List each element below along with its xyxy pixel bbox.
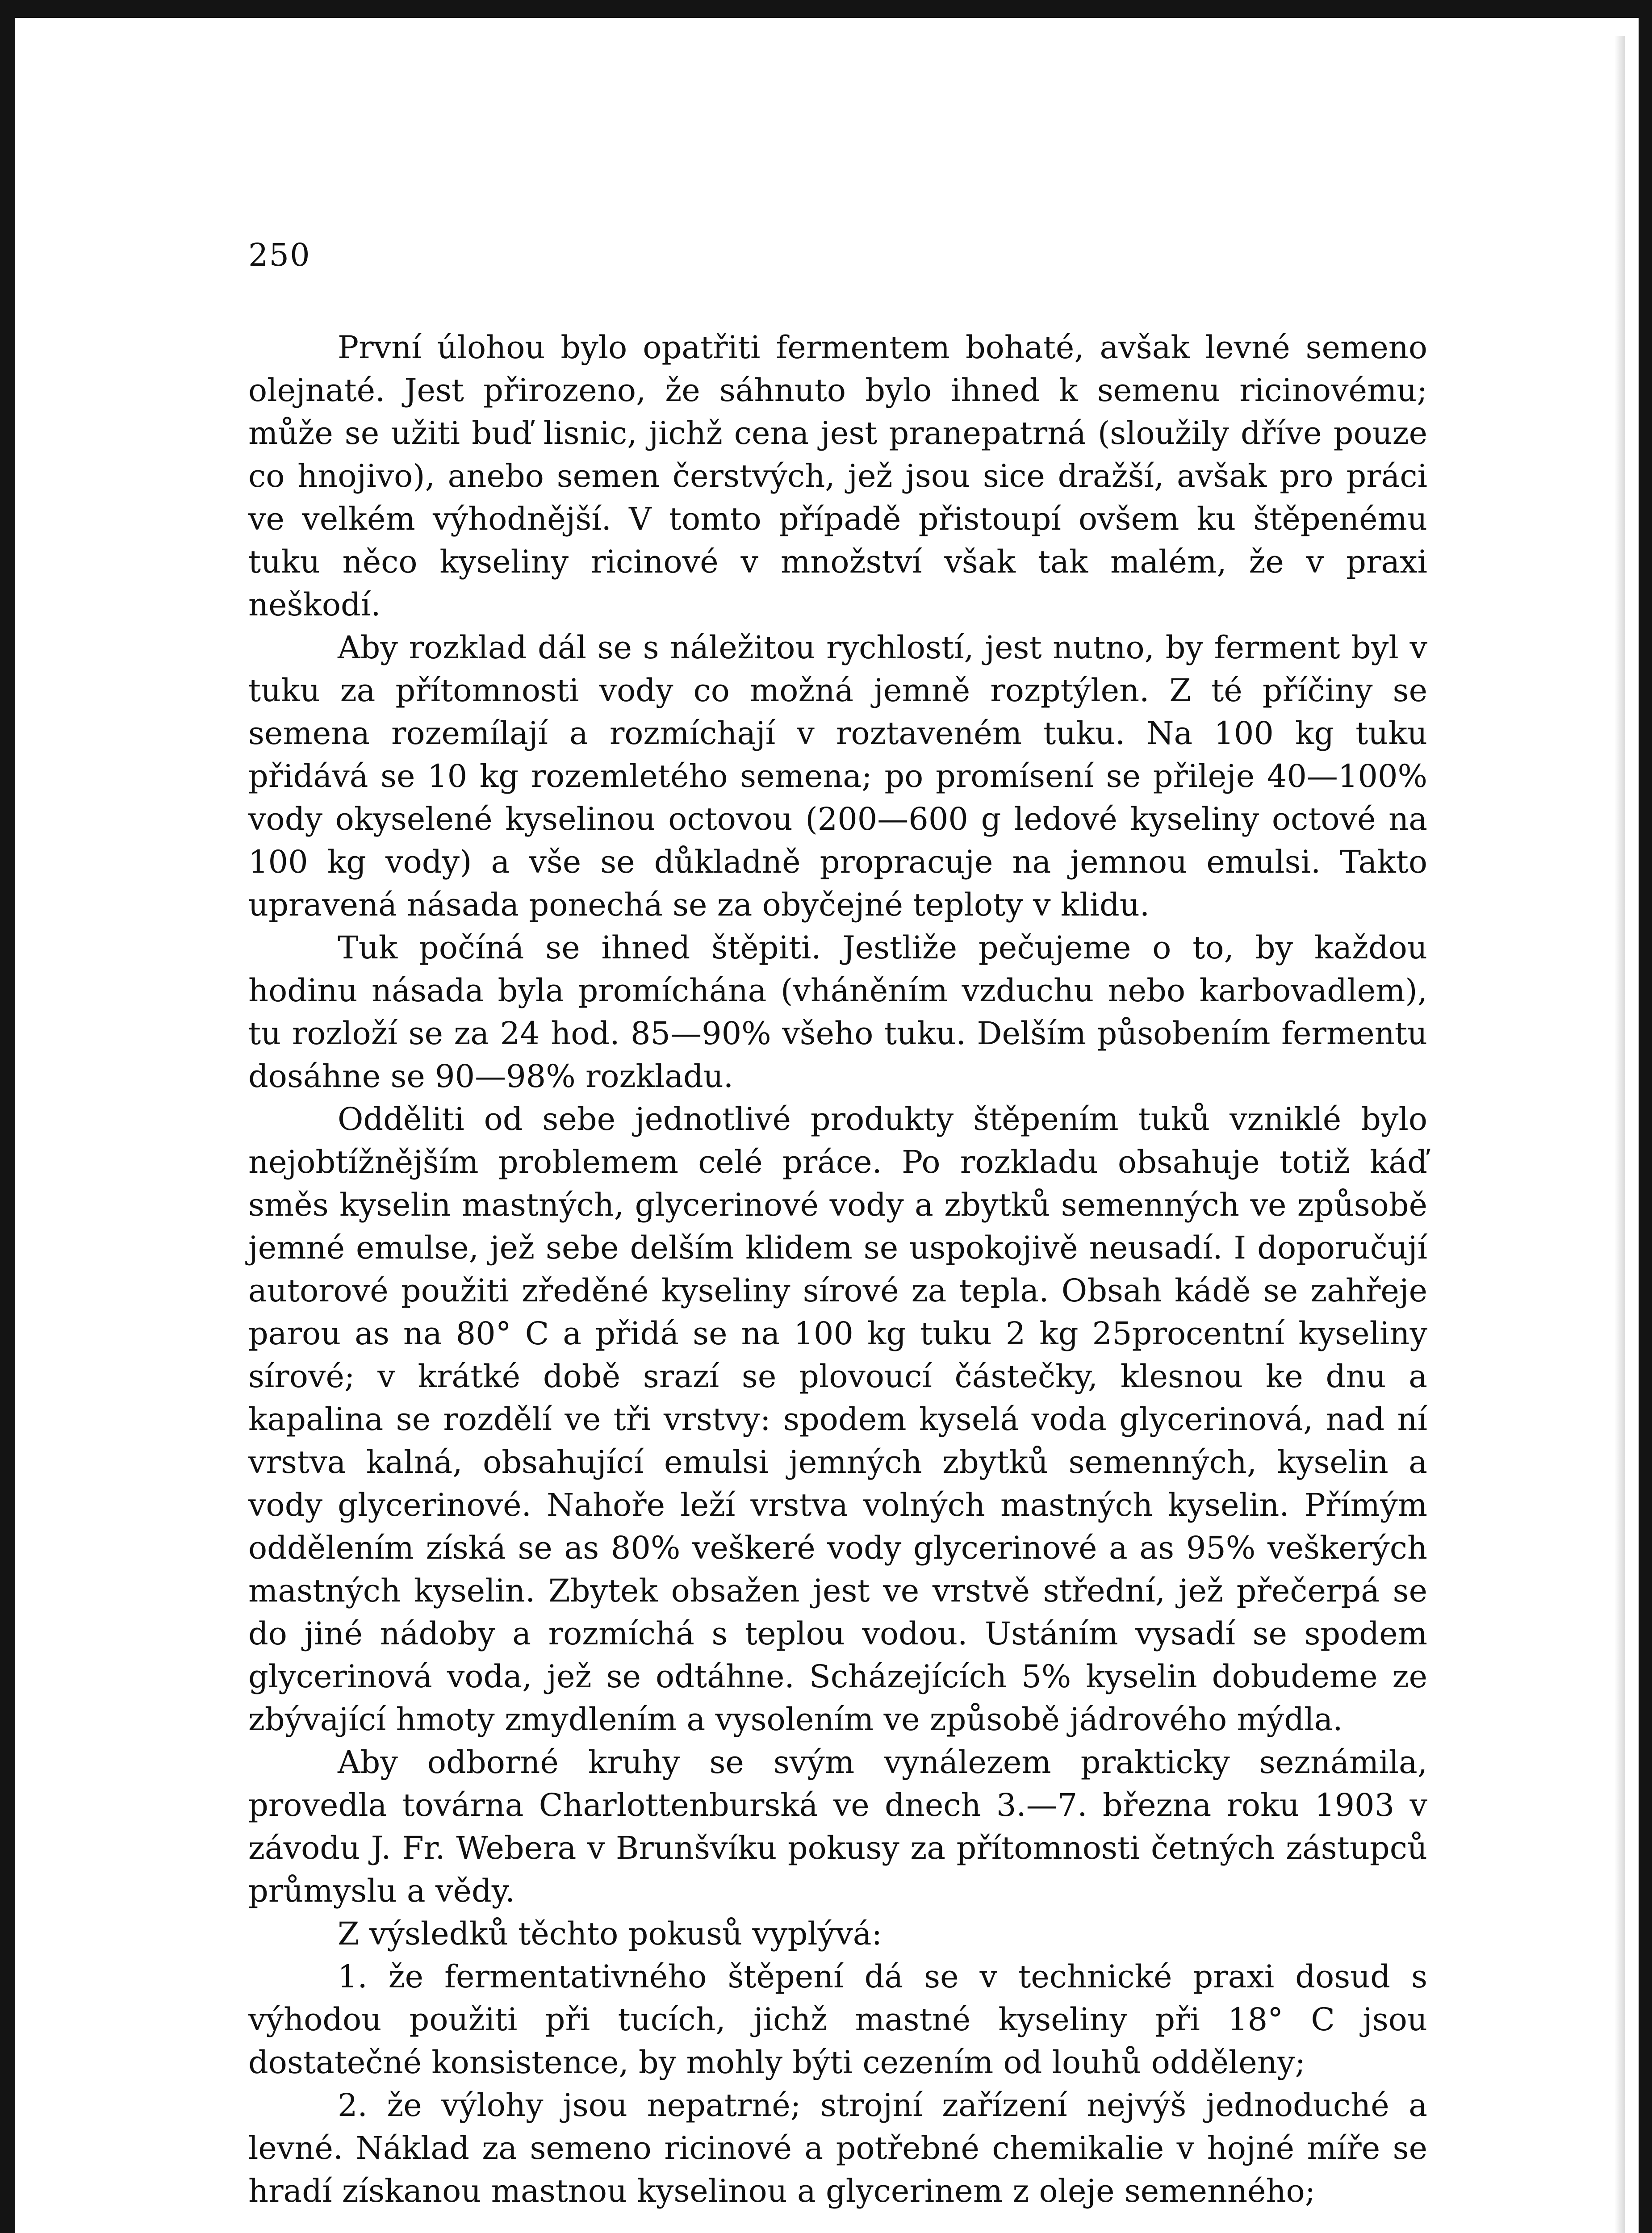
page-number: 250 [248, 237, 311, 273]
paragraph: Tuk počíná se ihned štěpiti. Jestliže pečujeme o to, by každou hodinu násada byla promíchána (vháněním vzduchu nebo karbovadlem), tu rozloží se za 24 hod. 85—90% všeho tuku. Delším působením fermentu dosáhne se 90—98% rozkladu. [248, 929, 1427, 1095]
list-item: 2. že výlohy jsou nepatrné; strojní zařízení nejvýš jednoduché a levné. Náklad za semeno ricinové a potřebné chemikalie v hojné míře se hradí získanou mastnou kyselinou a glycerinem z oleje semenného; [248, 2087, 1427, 2209]
paragraph: Z výsledků těchto pokusů vyplývá: [338, 1915, 882, 1952]
page-edge-shadow [1614, 36, 1625, 2233]
paragraph: První úlohou bylo opatřiti fermentem bohaté, avšak levné semeno olejnaté. Jest přirozeno, že sáhnuto bylo ihned k semenu ricinovému; může se užiti buď lisnic, jichž cena jest pranepatrná (sloužily dříve pouze co hnojivo), anebo semen čerstvých, jež jsou sice dražší, avšak pro práci ve velkém výhodnější. V tomto případě přistoupí ovšem ku štěpenému tuku něco kyseliny ricinové v množství však tak malém, že v praxi neškodí. [248, 329, 1427, 623]
paragraph: Odděliti od sebe jednotlivé produkty štěpením tuků vzniklé bylo nejobtížnějším problemem celé práce. Po rozkladu obsahuje totiž káď směs kyselin mastných, glycerinové vody a zbytků semenných ve způsobě jemné emulse, jež sebe delším klidem se uspokojivě neusadí. I doporučují autorové použiti zředěné kyseliny sírové za tepla. Obsah kádě se zahřeje parou as na 80° C a přidá se na 100 kg tuku 2 kg 25procentní kyseliny sírové; v krátké době srazí se plovoucí částečky, klesnou ke dnu a kapalina se rozdělí ve tři vrstvy: spodem kyselá voda glycerinová, nad ní vrstva kalná, obsahující emulsi jemných zbytků semenných, kyselin a vody glycerinové. Nahoře leží vrstva volných mastných kyselin. Přímým oddělením získá se as 80% veškeré vody glycerinové a as 95% veškerých mastných kyselin. Zbytek obsažen jest ve vrstvě střední, jež přečerpá se do jiné nádoby a rozmíchá s teplou vodou. Ustáním vysadí se spodem glycerinová voda, jež se odtáhne. Scházejících 5% kyselin dobudeme ze zbývající hmoty zmydlením a vysolením ve způsobě jádrového mýdla. [248, 1101, 1427, 1738]
paragraph: Aby rozklad dál se s náležitou rychlostí, jest nutno, by ferment byl v tuku za přítomnosti vody co možná jemně rozptýlen. Z té příčiny se semena rozemílají a rozmíchají v roztaveném tuku. Na 100 kg tuku přidává se 10 kg rozemletého semena; po promísení se přileje 40—100% vody okyselené kyselinou octovou (200—600 g ledové kyseliny octové na 100 kg vody) a vše se důkladně propracuje na jemnou emulsi. Takto upravená násada ponechá se za obyčejné teploty v klidu. [248, 629, 1427, 923]
paragraph: Aby odborné kruhy se svým vynálezem prakticky seznámila, provedla továrna Charlottenburská ve dnech 3.—7. března roku 1903 v závodu J. Fr. Webera v Brunšvíku pokusy za přítomnosti četných zástupců průmyslu a vědy. [248, 1744, 1427, 1909]
body-text [248, 326, 1427, 2212]
list-item: 1. že fermentativného štěpení dá se v technické praxi dosud s výhodou použiti při tucích, jichž mastné kyseliny při 18° C jsou dostatečné konsistence, by mohly býti cezením od louhů odděleny; [248, 1958, 1427, 2081]
